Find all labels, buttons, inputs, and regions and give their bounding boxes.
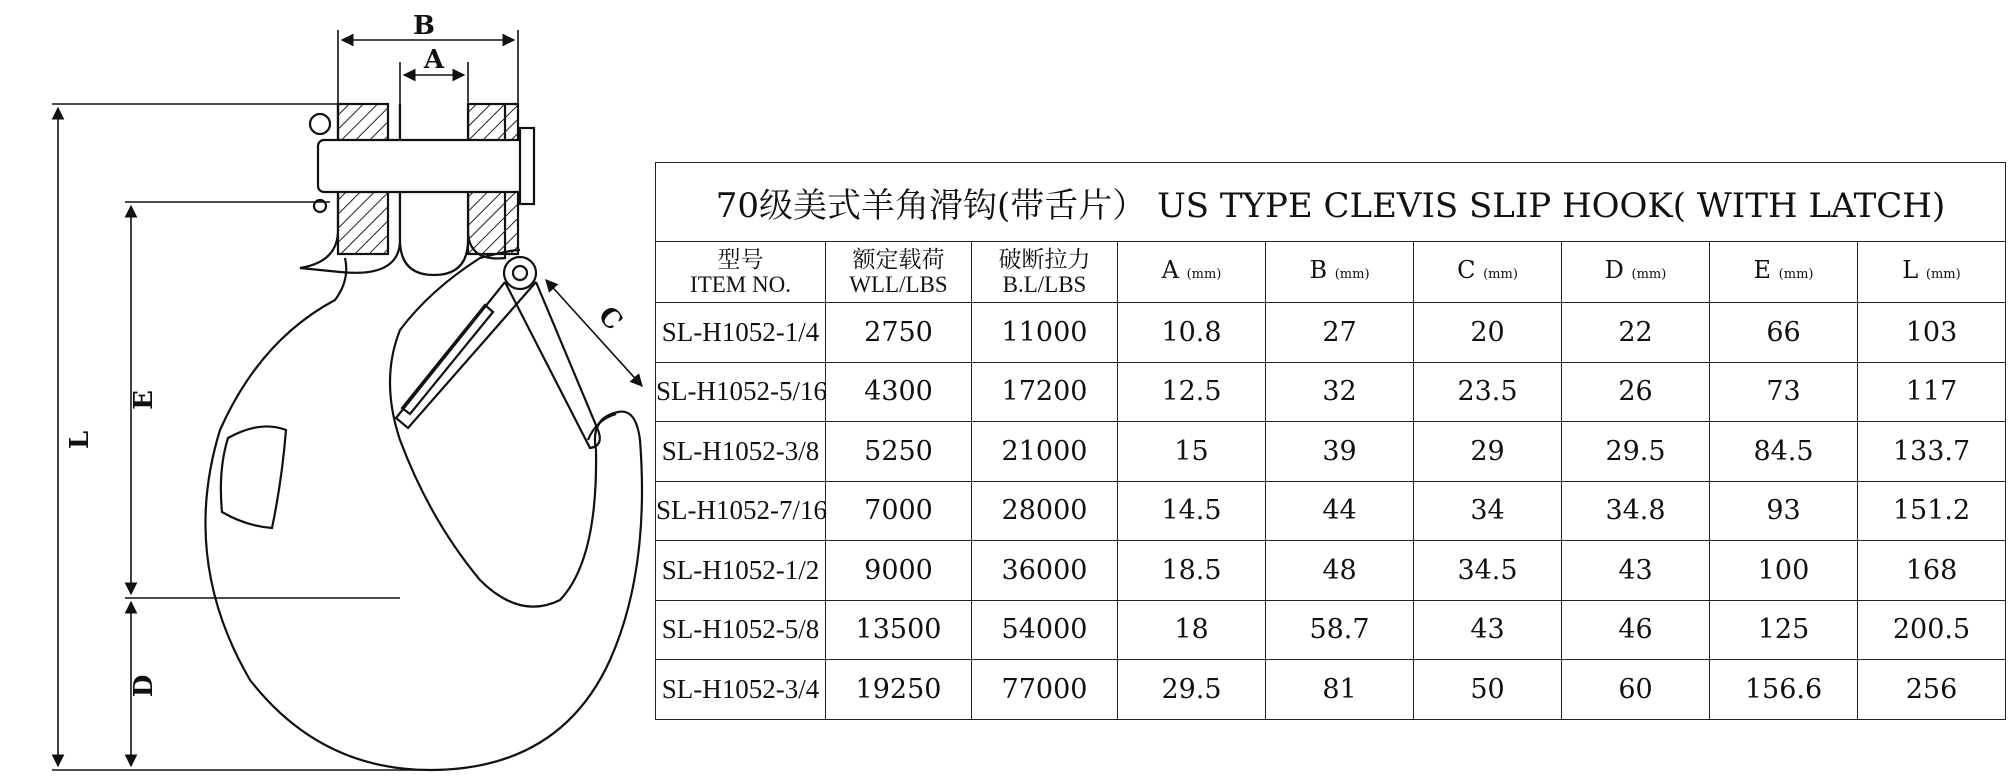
cell-d: 22: [1562, 303, 1710, 363]
cell-wll: 19250: [826, 660, 972, 720]
cell-wll: 5250: [826, 422, 972, 482]
hook-drawing: [0, 0, 660, 784]
header-c: C (mm): [1414, 242, 1562, 303]
clevis-pin: [318, 140, 528, 192]
cell-l: 168: [1858, 541, 2006, 601]
hook-window: [221, 426, 286, 528]
table-header-row: [656, 242, 2006, 303]
cell-bl: 28000: [972, 481, 1118, 541]
dim-label-l: L: [65, 430, 95, 450]
cell-wll: 9000: [826, 541, 972, 601]
table-row: [656, 362, 2006, 422]
cell-a: 10.8: [1118, 303, 1266, 363]
cell-b: 48: [1266, 541, 1414, 601]
cell-e: 125: [1710, 600, 1858, 660]
cell-b: 81: [1266, 660, 1414, 720]
cell-l: 133.7: [1858, 422, 2006, 482]
cell-b: 58.7: [1266, 600, 1414, 660]
dim-label-b: B: [413, 11, 435, 41]
cell-b: 32: [1266, 362, 1414, 422]
header-b: B (mm): [1266, 242, 1414, 303]
cell-l: 117: [1858, 362, 2006, 422]
cell-e: 156.6: [1710, 660, 1858, 720]
cell-bl: 17200: [972, 362, 1118, 422]
cell-wll: 13500: [826, 600, 972, 660]
header-a: A (mm): [1118, 242, 1266, 303]
header-item-no: 型号 ITEM NO.: [656, 242, 826, 303]
table-row: [656, 660, 2006, 720]
cell-a: 18: [1118, 600, 1266, 660]
cell-d: 26: [1562, 362, 1710, 422]
cell-c: 23.5: [1414, 362, 1562, 422]
dim-label-d: D: [129, 674, 159, 698]
cell-bl: 54000: [972, 600, 1118, 660]
cell-l: 200.5: [1858, 600, 2006, 660]
cell-d: 34.8: [1562, 481, 1710, 541]
cell-c: 29: [1414, 422, 1562, 482]
table-row: [656, 481, 2006, 541]
cell-e: 66: [1710, 303, 1858, 363]
table-row: [656, 303, 2006, 363]
table-title: 70级美式羊角滑钩(带舌片） US TYPE CLEVIS SLIP HOOK( WITH LATCH): [656, 163, 2006, 242]
dim-label-e: E: [129, 390, 159, 410]
cell-e: 93: [1710, 481, 1858, 541]
cell-l: 256: [1858, 660, 2006, 720]
dim-label-c: C: [591, 300, 629, 337]
cell-item-no: SL-H1052-3/4: [656, 660, 826, 720]
cell-item-no: SL-H1052-7/16: [656, 481, 826, 541]
cell-b: 39: [1266, 422, 1414, 482]
cell-c: 34.5: [1414, 541, 1562, 601]
cell-a: 12.5: [1118, 362, 1266, 422]
cell-a: 14.5: [1118, 481, 1266, 541]
dim-label-a: A: [423, 45, 445, 75]
table-row: [656, 600, 2006, 660]
table-row: [656, 422, 2006, 482]
cell-item-no: SL-H1052-5/16: [656, 362, 826, 422]
cell-c: 34: [1414, 481, 1562, 541]
latch-pivot: [504, 257, 536, 289]
cell-e: 100: [1710, 541, 1858, 601]
cell-c: 20: [1414, 303, 1562, 363]
cell-e: 73: [1710, 362, 1858, 422]
cell-e: 84.5: [1710, 422, 1858, 482]
header-bl: 破断拉力 B.L/LBS: [972, 242, 1118, 303]
header-l: L (mm): [1858, 242, 2006, 303]
cell-d: 46: [1562, 600, 1710, 660]
hook-outline: [205, 250, 642, 770]
header-wll: 额定载荷 WLL/LBS: [826, 242, 972, 303]
cell-c: 43: [1414, 600, 1562, 660]
cell-a: 18.5: [1118, 541, 1266, 601]
cell-bl: 21000: [972, 422, 1118, 482]
cell-item-no: SL-H1052-1/2: [656, 541, 826, 601]
cell-d: 43: [1562, 541, 1710, 601]
cell-item-no: SL-H1052-1/4: [656, 303, 826, 363]
cell-wll: 4300: [826, 362, 972, 422]
cell-item-no: SL-H1052-5/8: [656, 600, 826, 660]
cell-a: 29.5: [1118, 660, 1266, 720]
table-row: [656, 541, 2006, 601]
cell-d: 29.5: [1562, 422, 1710, 482]
cell-a: 15: [1118, 422, 1266, 482]
cell-wll: 2750: [826, 303, 972, 363]
cell-bl: 11000: [972, 303, 1118, 363]
cell-wll: 7000: [826, 481, 972, 541]
cell-d: 60: [1562, 660, 1710, 720]
cell-bl: 36000: [972, 541, 1118, 601]
cell-l: 103: [1858, 303, 2006, 363]
spec-table: [655, 162, 2006, 720]
cell-item-no: SL-H1052-3/8: [656, 422, 826, 482]
header-e: E (mm): [1710, 242, 1858, 303]
cell-c: 50: [1414, 660, 1562, 720]
cell-l: 151.2: [1858, 481, 2006, 541]
cell-bl: 77000: [972, 660, 1118, 720]
header-d: D (mm): [1562, 242, 1710, 303]
cell-b: 44: [1266, 481, 1414, 541]
cell-b: 27: [1266, 303, 1414, 363]
